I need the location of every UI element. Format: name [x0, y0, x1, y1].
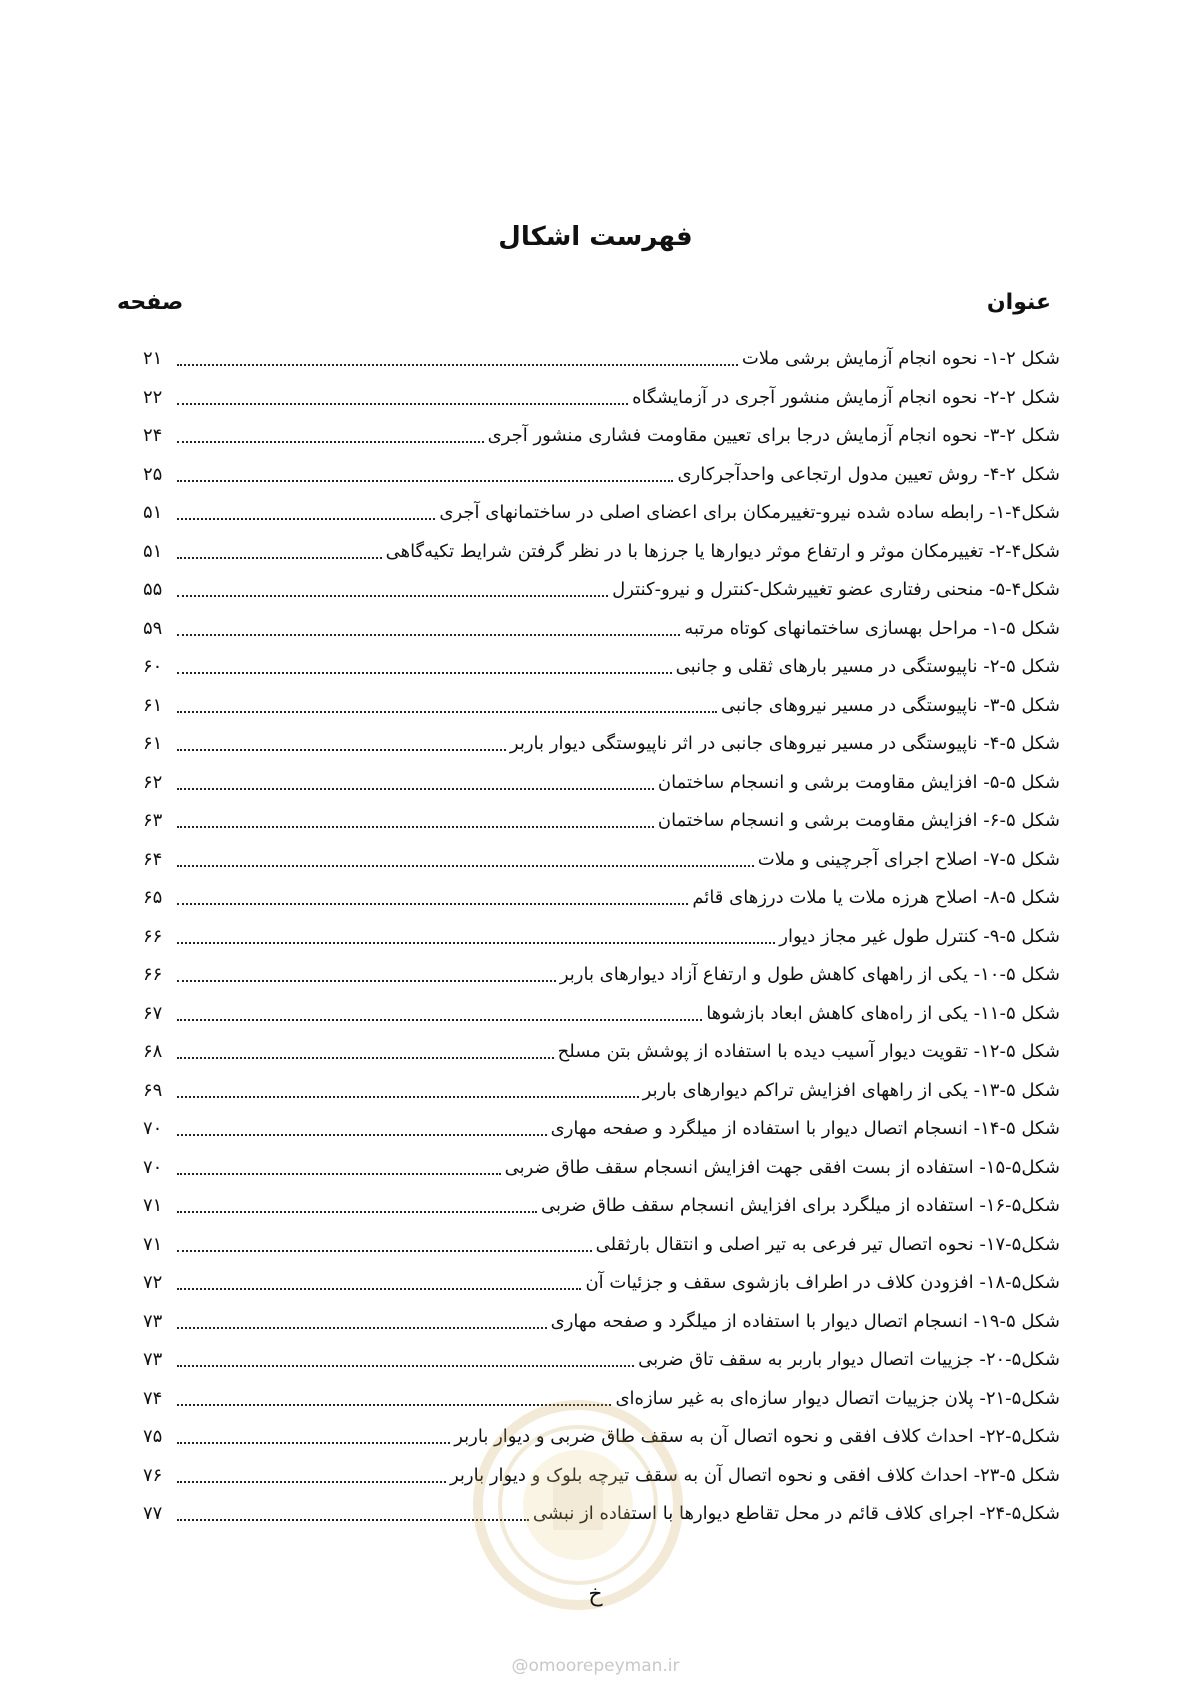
column-header-title: عنوان: [986, 290, 1051, 315]
toc-entry-title: شکل ۲-۱- نحوه انجام آزمایش برشی ملات: [741, 348, 1060, 369]
toc-row: [143, 764, 1060, 803]
toc-entry-title: شکل۵-۱۸- افزودن کلاف در اطراف بازشوی سقف و جزئیات آن: [585, 1272, 1060, 1293]
leader-dots: [177, 1481, 446, 1483]
toc-row: [143, 1149, 1060, 1188]
toc-entry-title: شکل ۵-۵- افزایش مقاومت برشی و انسجام ساختمان: [657, 771, 1060, 793]
toc-entry-title: شکل۵-۱۷- نحوه اتصال تیر فرعی به تیر اصلی و انتقال بارثقلی: [595, 1233, 1060, 1255]
toc-entry-title: شکل ۵-۱۳- یکی از راههای افزایش تراکم دیوارهای باربر: [642, 1079, 1060, 1101]
toc-entry-page: ۶۴: [143, 848, 163, 870]
toc-row: [143, 1303, 1060, 1342]
toc-entry-page: ۶۰: [143, 656, 163, 677]
toc-entry-page: ۵۱: [143, 502, 163, 523]
leader-dots: [177, 1250, 592, 1252]
toc-entry-page: ۶۳: [143, 810, 163, 831]
toc-entry-title: شکل۵-۱۵- استفاده از بست افقی جهت افزایش انسجام سقف طاق ضربی: [504, 1156, 1060, 1178]
toc-entry-page: ۲۲: [143, 386, 163, 408]
toc-row: [143, 1380, 1060, 1419]
toc-entry-page: ۷۱: [143, 1233, 163, 1255]
toc-entry-page: ۶۶: [143, 925, 163, 947]
figures-list: [143, 340, 1060, 1534]
toc-entry-page: ۷۰: [143, 1118, 163, 1139]
toc-entry-page: ۶۷: [143, 1002, 163, 1024]
toc-entry-page: ۷۴: [143, 1387, 163, 1409]
toc-entry-page: ۷۵: [143, 1426, 163, 1447]
leader-dots: [177, 1327, 547, 1329]
page-number-letter: خ: [588, 1582, 603, 1607]
toc-entry-page: ۶۵: [143, 887, 163, 908]
site-watermark: @omoorepeyman.ir: [511, 1656, 680, 1676]
toc-row: [143, 1033, 1060, 1072]
toc-entry-title: شکل ۵-۱۱- یکی از راه‌های کاهش ابعاد بازشوها: [706, 1002, 1060, 1024]
leader-dots: [177, 634, 680, 636]
toc-row: [143, 1110, 1060, 1149]
toc-row: [143, 1072, 1060, 1111]
toc-entry-title: شکل۵-۲۴- اجرای کلاف قائم در محل تقاطع دیوارها با استفاده از نبشی: [532, 1503, 1060, 1524]
leader-dots: [177, 865, 754, 867]
toc-entry-page: ۶۱: [143, 694, 163, 716]
leader-dots: [177, 826, 654, 828]
toc-entry-title: شکل ۵-۱۰- یکی از راههای کاهش طول و ارتفاع آزاد دیوارهای باربر: [559, 964, 1060, 985]
leader-dots: [177, 1134, 547, 1136]
toc-entry-page: ۷۶: [143, 1464, 163, 1486]
toc-entry-title: شکل۴-۵- منحنی رفتاری عضو تغییرشکل-کنترل و نیرو-کنترل: [612, 579, 1060, 600]
toc-entry-title: شکل۵-۲۰- جزییات اتصال دیوار باربر به سقف تاق ضربی: [638, 1349, 1060, 1370]
toc-entry-title: شکل ۵-۱۴- انسجام اتصال دیوار با استفاده از میلگرد و صفحه مهاری: [550, 1118, 1060, 1139]
toc-row: [143, 1226, 1060, 1265]
toc-entry-page: ۷۰: [143, 1156, 163, 1178]
toc-entry-title: شکل۴-۲- تغییرمکان موثر و ارتفاع موثر دیوارها یا جرزها با در نظر گرفتن شرایط تکیه‌گاهی: [385, 540, 1060, 562]
leader-dots: [177, 1019, 702, 1021]
leader-dots: [177, 1365, 634, 1367]
leader-dots: [177, 557, 382, 559]
leader-dots: [177, 711, 717, 713]
leader-dots: [177, 788, 654, 790]
toc-entry-title: شکل ۵-۲- ناپیوستگی در مسیر بارهای ثقلی و جانبی: [675, 656, 1060, 677]
toc-row: [143, 648, 1060, 687]
toc-entry-title: شکل ۵-۳- ناپیوستگی در مسیر نیروهای جانبی: [721, 694, 1060, 716]
toc-entry-title: شکل ۵-۱۹- انسجام اتصال دیوار با استفاده از میلگرد و صفحه مهاری: [550, 1310, 1060, 1332]
leader-dots: [177, 672, 672, 674]
leader-dots: [177, 1057, 554, 1059]
toc-entry-title: شکل ۵-۱- مراحل بهسازی ساختمانهای کوتاه مرتبه: [684, 617, 1060, 639]
toc-entry-page: ۶۸: [143, 1041, 163, 1062]
toc-entry-title: شکل۵-۲۲- احداث کلاف افقی و نحوه اتصال آن به سقف طاق ضربی و دیوار باربر: [454, 1426, 1060, 1447]
toc-entry-title: شکل ۵-۴- ناپیوستگی در مسیر نیروهای جانبی در اثر ناپیوستگی دیوار باربر: [509, 733, 1060, 754]
toc-row: [143, 841, 1060, 880]
page-title: فهرست اشکال: [498, 222, 693, 252]
toc-row: [143, 340, 1060, 379]
toc-entry-page: ۶۲: [143, 771, 163, 793]
leader-dots: [177, 1442, 450, 1444]
leader-dots: [177, 518, 435, 520]
toc-row: [143, 687, 1060, 726]
toc-entry-page: ۷۲: [143, 1272, 163, 1293]
toc-entry-page: ۵۱: [143, 540, 163, 562]
toc-entry-page: ۵۵: [143, 579, 163, 600]
toc-entry-page: ۷۳: [143, 1310, 163, 1332]
toc-row: [143, 1457, 1060, 1496]
toc-entry-title: شکل ۵-۷- اصلاح اجرای آجرچینی و ملات: [757, 848, 1060, 870]
toc-row: [143, 802, 1060, 841]
toc-entry-title: شکل ۲-۲- نحوه انجام آزمایش منشور آجری در آزمایشگاه: [632, 386, 1060, 408]
leader-dots: [177, 364, 738, 366]
toc-row: [143, 379, 1060, 418]
toc-entry-title: شکل ۵-۶- افزایش مقاومت برشی و انسجام ساختمان: [657, 810, 1060, 831]
toc-row: [143, 571, 1060, 610]
leader-dots: [177, 980, 556, 982]
toc-row: [143, 1264, 1060, 1303]
leader-dots: [177, 441, 484, 443]
leader-dots: [177, 1211, 537, 1213]
toc-row: [143, 1418, 1060, 1457]
toc-entry-title: شکل ۵-۱۲- تقویت دیوار آسیب دیده با استفاده از پوشش بتن مسلح: [557, 1041, 1060, 1062]
toc-entry-title: شکل ۲-۴- روش تعیین مدول ارتجاعی واحدآجرکاری: [677, 463, 1060, 485]
toc-row: [143, 456, 1060, 495]
toc-entry-title: شکل۴-۱- رابطه ساده شده نیرو-تغییرمکان برای اعضای اصلی در ساختمانهای آجری: [439, 502, 1060, 523]
toc-row: [143, 995, 1060, 1034]
toc-entry-title: شکل۵-۱۶- استفاده از میلگرد برای افزایش انسجام سقف طاق ضربی: [541, 1195, 1060, 1216]
leader-dots: [177, 480, 673, 482]
toc-entry-page: ۲۱: [143, 348, 163, 369]
toc-row: [143, 879, 1060, 918]
toc-entry-page: ۷۷: [143, 1503, 163, 1524]
toc-row: [143, 533, 1060, 572]
toc-entry-title: شکل ۵-۹- کنترل طول غیر مجاز دیوار: [779, 925, 1060, 947]
toc-row: [143, 610, 1060, 649]
toc-entry-page: ۶۶: [143, 964, 163, 985]
toc-entry-page: ۵۹: [143, 617, 163, 639]
toc-entry-title: شکل۵-۲۱- پلان جزییات اتصال دیوار سازه‌ای به غیر سازه‌ای: [615, 1387, 1060, 1409]
toc-entry-page: ۷۱: [143, 1195, 163, 1216]
toc-row: [143, 494, 1060, 533]
toc-entry-page: ۷۳: [143, 1349, 163, 1370]
leader-dots: [177, 1519, 529, 1521]
leader-dots: [177, 1404, 611, 1406]
leader-dots: [177, 942, 775, 944]
toc-row: [143, 1187, 1060, 1226]
leader-dots: [177, 403, 628, 405]
column-header-page: صفحه: [117, 290, 184, 315]
toc-row: [143, 1495, 1060, 1534]
toc-row: [143, 725, 1060, 764]
toc-entry-page: ۲۵: [143, 463, 163, 485]
toc-entry-page: ۶۹: [143, 1079, 163, 1101]
leader-dots: [177, 1096, 639, 1098]
leader-dots: [177, 595, 608, 597]
toc-row: [143, 1341, 1060, 1380]
toc-entry-page: ۲۴: [143, 425, 163, 446]
leader-dots: [177, 749, 506, 751]
leader-dots: [177, 1288, 581, 1290]
leader-dots: [177, 903, 688, 905]
toc-entry-title: شکل ۵-۲۳- احداث کلاف افقی و نحوه اتصال آن به سقف تیرچه بلوک و دیوار باربر: [449, 1464, 1060, 1486]
toc-entry-page: ۶۱: [143, 733, 163, 754]
toc-entry-title: شکل ۵-۸- اصلاح هرزه ملات یا ملات درزهای قائم: [692, 887, 1060, 908]
toc-row: [143, 417, 1060, 456]
toc-entry-title: شکل ۲-۳- نحوه انجام آزمایش درجا برای تعیین مقاومت فشاری منشور آجری: [487, 425, 1060, 446]
toc-row: [143, 956, 1060, 995]
toc-row: [143, 918, 1060, 957]
leader-dots: [177, 1173, 501, 1175]
